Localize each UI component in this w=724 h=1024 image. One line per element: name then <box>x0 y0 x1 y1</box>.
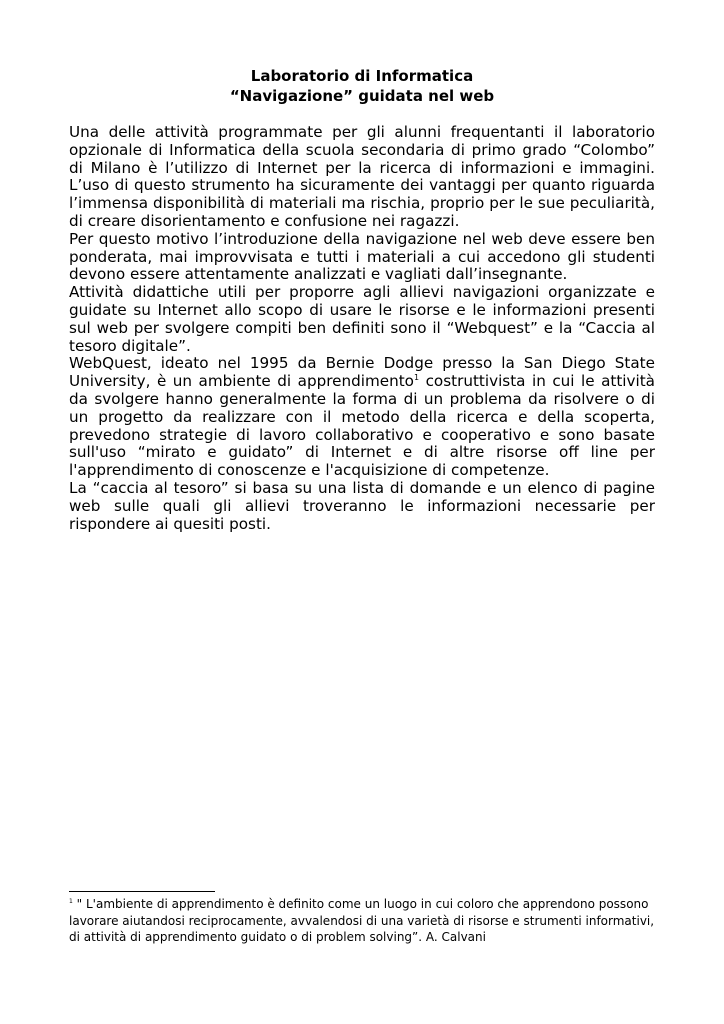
footnote-reference[interactable]: 1 <box>413 373 420 383</box>
title-line-2: “Navigazione” guidata nel web <box>229 87 495 105</box>
paragraph-2: Per questo motivo l’introduzione della navigazione nel web deve essere ben ponderata, mai improvvisata e tutti i materiali a cui accedono gli studenti devono essere attentamente analizzati e vagliati dall’insegnante. <box>69 229 655 284</box>
paragraph-1: Una delle attività programmate per gli alunni frequentanti il laboratorio opzionale di Informatica della scuola secondaria di primo grado “Colombo” di Milano è l’utilizzo di Internet per la ricerca di informazioni e immagini. L’uso di questo strumento ha sicuramente dei vantaggi per quanto riguarda l’immensa disponibilità di materiali ma rischia, proprio per le sue peculiarità, di creare disorientamento e confusione nei ragazzi. <box>69 123 655 230</box>
paragraph-4-end: costruttivista in cui le attività da svolgere hanno generalmente la forma di un problema da risolvere o di un progetto da realizzare con il metodo della ricerca e della scoperta, prevedono strategie di lavoro collaborativo e cooperativo e sono basate sull'uso “mirato e guidato” di Internet e di altre risorse off line per l'apprendimento di conoscenze e l'acquisizione di competenze. <box>69 372 655 480</box>
paragraph-4 <box>69 355 655 480</box>
footnote-marker: 1 <box>69 898 73 905</box>
title-line-1: Laboratorio di Informatica <box>250 67 474 85</box>
paragraph-4-start: WebQuest, ideato nel 1995 da Bernie Dodge presso la San Diego State University, è un ambiente di apprendimento <box>69 354 655 391</box>
document-body <box>69 124 655 533</box>
footnote-separator <box>69 891 215 892</box>
paragraph-3: Attività didattiche utili per proporre agli allievi navigazioni organizzate e guidate su Internet allo scopo di usare le risorse e le informazioni presenti sul web per svolgere compiti ben definiti sono il “Webquest” e la “Caccia al tesoro digitale”. <box>69 283 655 355</box>
footnote <box>69 896 659 946</box>
document-title <box>69 66 655 106</box>
paragraph-5: La “caccia al tesoro” si basa su una lista di domande e un elenco di pagine web sulle quali gli allievi troveranno le informazioni necessarie per rispondere ai quesiti posti. <box>69 478 655 533</box>
footnote-text: " L'ambiente di apprendimento è definito come un luogo in cui coloro che apprendono possono lavorare aiutandosi reciprocamente, avvalendosi di una varietà di risorse e strumenti informativi, di attività di apprendimento guidato o di problem solving”. A. Calvani <box>69 897 655 944</box>
document-page <box>69 66 655 533</box>
